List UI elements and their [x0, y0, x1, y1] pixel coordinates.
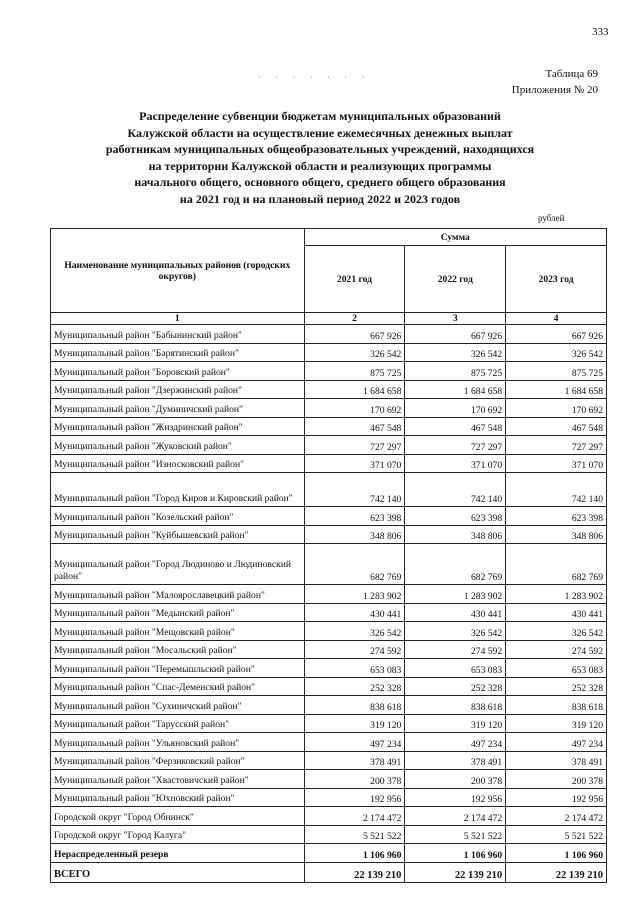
amount-2023: 2 174 472: [506, 807, 607, 826]
amount-2023: 192 956: [506, 788, 607, 807]
amount-2023: 1 106 960: [506, 844, 607, 863]
amount-2022: 653 083: [405, 659, 506, 678]
amount-2021: 348 806: [304, 525, 405, 544]
amount-2023: 497 234: [506, 733, 607, 752]
index-cell: 2: [304, 313, 405, 325]
amount-2022: 838 618: [405, 696, 506, 715]
table-row: [51, 454, 607, 473]
amount-2022: 326 542: [405, 622, 506, 641]
amount-2023: 5 521 522: [506, 825, 607, 844]
amount-2022: 467 548: [405, 417, 506, 436]
header-sum: Сумма: [304, 229, 606, 246]
table-row: [51, 544, 607, 585]
amount-2021: 5 521 522: [304, 825, 405, 844]
title-line: Калужской области на осуществление ежемесячных денежных выплат: [127, 125, 513, 140]
amount-2022: 200 378: [405, 770, 506, 789]
amount-2023: 326 542: [506, 622, 607, 641]
table-row: [51, 343, 607, 362]
district-name: Городской округ "Город Обнинск": [51, 807, 305, 826]
amount-2021: 371 070: [304, 454, 405, 473]
district-name: Муниципальный район "Износковский район": [51, 454, 305, 473]
district-name: Муниципальный район "Жиздринский район": [51, 417, 305, 436]
grand-total-label: ВСЕГО: [51, 862, 305, 882]
title-line: на 2021 год и на плановый период 2022 и 2023 годов: [179, 191, 461, 206]
amount-2022: 326 542: [405, 343, 506, 362]
amount-2021: 742 140: [304, 473, 405, 507]
amount-2022: 667 926: [405, 325, 506, 344]
amount-2023: 623 398: [506, 507, 607, 526]
amount-2021: 467 548: [304, 417, 405, 436]
title-line: Распределение субвенции бюджетам муниципальных образований: [139, 109, 501, 123]
table-ref-line1: Таблица 69: [545, 68, 598, 80]
title-line: работникам муниципальных общеобразовательных учреждений, находящихся: [105, 142, 535, 156]
table-row: [51, 825, 607, 844]
amount-2023: 319 120: [506, 714, 607, 733]
amount-2023: 742 140: [506, 473, 607, 507]
document-title: [60, 108, 580, 207]
amount-2022: 430 441: [405, 603, 506, 622]
grand-total-row: [51, 862, 607, 882]
amount-2023: 875 725: [506, 362, 607, 381]
district-name: Муниципальный район "Сухиничский район": [51, 696, 305, 715]
amount-2022: 875 725: [405, 362, 506, 381]
amount-2022: 1 106 960: [405, 844, 506, 863]
district-name: Муниципальный район "Тарусский район": [51, 714, 305, 733]
table-row: [51, 844, 607, 863]
district-name: Муниципальный район "Ферзиковский район": [51, 751, 305, 770]
amount-2022: 348 806: [405, 525, 506, 544]
amount-2023: 467 548: [506, 417, 607, 436]
amount-2023: 378 491: [506, 751, 607, 770]
amount-2022: 727 297: [405, 436, 506, 455]
table-row: [51, 525, 607, 544]
amount-2021: 1 283 902: [304, 585, 405, 604]
amount-2021: 838 618: [304, 696, 405, 715]
table-row: [51, 677, 607, 696]
amount-2023: 1 283 902: [506, 585, 607, 604]
district-name: Муниципальный район "Козельский район": [51, 507, 305, 526]
amount-2021: 326 542: [304, 343, 405, 362]
amount-2021: 326 542: [304, 622, 405, 641]
index-cell: 4: [506, 313, 607, 325]
district-name: Муниципальный район "Думиничский район": [51, 399, 305, 418]
district-name: Муниципальный район "Хвастовичский район": [51, 770, 305, 789]
table-row: [51, 751, 607, 770]
units-label: рублей: [538, 213, 565, 223]
amount-2023: 371 070: [506, 454, 607, 473]
scan-artifact-dots: · · · · · · ·: [258, 72, 371, 82]
amount-2023: 348 806: [506, 525, 607, 544]
index-cell: 1: [51, 313, 305, 325]
amount-2021: 682 769: [304, 544, 405, 585]
amount-2023: 200 378: [506, 770, 607, 789]
district-name: Муниципальный район "Малоярославецкий район": [51, 585, 305, 604]
district-name: Муниципальный район "Барятинский район": [51, 343, 305, 362]
header-year-2021: 2021 год: [304, 246, 405, 313]
amount-2022: 274 592: [405, 640, 506, 659]
page-number: 333: [592, 26, 609, 38]
table-row: [51, 714, 607, 733]
district-name: Муниципальный район "Жуковский район": [51, 436, 305, 455]
district-name: Муниципальный район "Бабынинский район": [51, 325, 305, 344]
amount-2021: 667 926: [304, 325, 405, 344]
table-row: [51, 362, 607, 381]
amount-2022: 371 070: [405, 454, 506, 473]
grand-total-2022: 22 139 210: [405, 862, 506, 882]
amount-2022: 252 328: [405, 677, 506, 696]
district-name: Городской округ "Город Калуга": [51, 825, 305, 844]
amount-2021: 274 592: [304, 640, 405, 659]
amount-2022: 319 120: [405, 714, 506, 733]
district-name: Муниципальный район "Куйбышевский район": [51, 525, 305, 544]
table-row: [51, 436, 607, 455]
table-row: [51, 417, 607, 436]
amount-2021: 727 297: [304, 436, 405, 455]
header-name: Наименование муниципальных районов (городских округов): [51, 229, 305, 313]
amount-2022: 5 521 522: [405, 825, 506, 844]
district-name: Муниципальный район "Ульяновский район": [51, 733, 305, 752]
amount-2021: 623 398: [304, 507, 405, 526]
amount-2023: 252 328: [506, 677, 607, 696]
index-cell: 3: [405, 313, 506, 325]
amount-2021: 1 106 960: [304, 844, 405, 863]
amount-2023: 1 684 658: [506, 380, 607, 399]
table-row: [51, 659, 607, 678]
amount-2021: 1 684 658: [304, 380, 405, 399]
amount-2023: 682 769: [506, 544, 607, 585]
amount-2022: 2 174 472: [405, 807, 506, 826]
subsidy-table: [50, 228, 607, 883]
table-row: [51, 622, 607, 641]
amount-2023: 727 297: [506, 436, 607, 455]
title-line: на территории Калужской области и реализующих программы: [148, 158, 492, 173]
title-line: начального общего, основного общего, среднего общего образования: [134, 175, 506, 189]
amount-2022: 1 684 658: [405, 380, 506, 399]
table-row: [51, 770, 607, 789]
amount-2021: 875 725: [304, 362, 405, 381]
amount-2023: 838 618: [506, 696, 607, 715]
amount-2021: 252 328: [304, 677, 405, 696]
amount-2023: 430 441: [506, 603, 607, 622]
amount-2021: 497 234: [304, 733, 405, 752]
amount-2021: 200 378: [304, 770, 405, 789]
table-row: [51, 399, 607, 418]
amount-2022: 682 769: [405, 544, 506, 585]
table-row: [51, 603, 607, 622]
district-name: Муниципальный район "Перемышльский район": [51, 659, 305, 678]
table-row: [51, 807, 607, 826]
amount-2021: 319 120: [304, 714, 405, 733]
table-row: [51, 696, 607, 715]
amount-2023: 274 592: [506, 640, 607, 659]
district-name: Муниципальный район "Юхновский район": [51, 788, 305, 807]
table-row: [51, 640, 607, 659]
amount-2023: 667 926: [506, 325, 607, 344]
amount-2022: 497 234: [405, 733, 506, 752]
amount-2023: 653 083: [506, 659, 607, 678]
district-name: Муниципальный район "Город Киров и Кировский район": [51, 473, 305, 507]
district-name: Муниципальный район "Мещовский район": [51, 622, 305, 641]
amount-2021: 378 491: [304, 751, 405, 770]
district-name: Нераспределенный резерв: [51, 844, 305, 863]
amount-2023: 326 542: [506, 343, 607, 362]
table-row: [51, 733, 607, 752]
amount-2022: 192 956: [405, 788, 506, 807]
amount-2021: 430 441: [304, 603, 405, 622]
amount-2021: 2 174 472: [304, 807, 405, 826]
table-row: [51, 473, 607, 507]
header-year-2022: 2022 год: [405, 246, 506, 313]
district-name: Муниципальный район "Дзержинский район": [51, 380, 305, 399]
amount-2022: 378 491: [405, 751, 506, 770]
table-row: [51, 507, 607, 526]
table-body: [51, 325, 607, 863]
table-row: [51, 380, 607, 399]
table-row: [51, 788, 607, 807]
table-reference: [498, 66, 598, 98]
amount-2021: 170 692: [304, 399, 405, 418]
grand-total-2023: 22 139 210: [506, 862, 607, 882]
district-name: Муниципальный район "Медынский район": [51, 603, 305, 622]
amount-2022: 170 692: [405, 399, 506, 418]
amount-2022: 623 398: [405, 507, 506, 526]
table-row: [51, 585, 607, 604]
amount-2022: 1 283 902: [405, 585, 506, 604]
header-year-2023: 2023 год: [506, 246, 607, 313]
amount-2022: 742 140: [405, 473, 506, 507]
district-name: Муниципальный район "Спас-Деменский район": [51, 677, 305, 696]
amount-2021: 192 956: [304, 788, 405, 807]
district-name: Муниципальный район "Мосальский район": [51, 640, 305, 659]
district-name: Муниципальный район "Боровский район": [51, 362, 305, 381]
table-row: [51, 325, 607, 344]
district-name: Муниципальный район "Город Людиново и Людиновский район": [51, 544, 305, 585]
grand-total-2021: 22 139 210: [304, 862, 405, 882]
amount-2023: 170 692: [506, 399, 607, 418]
amount-2021: 653 083: [304, 659, 405, 678]
table-ref-line2: Приложения № 20: [511, 84, 598, 96]
